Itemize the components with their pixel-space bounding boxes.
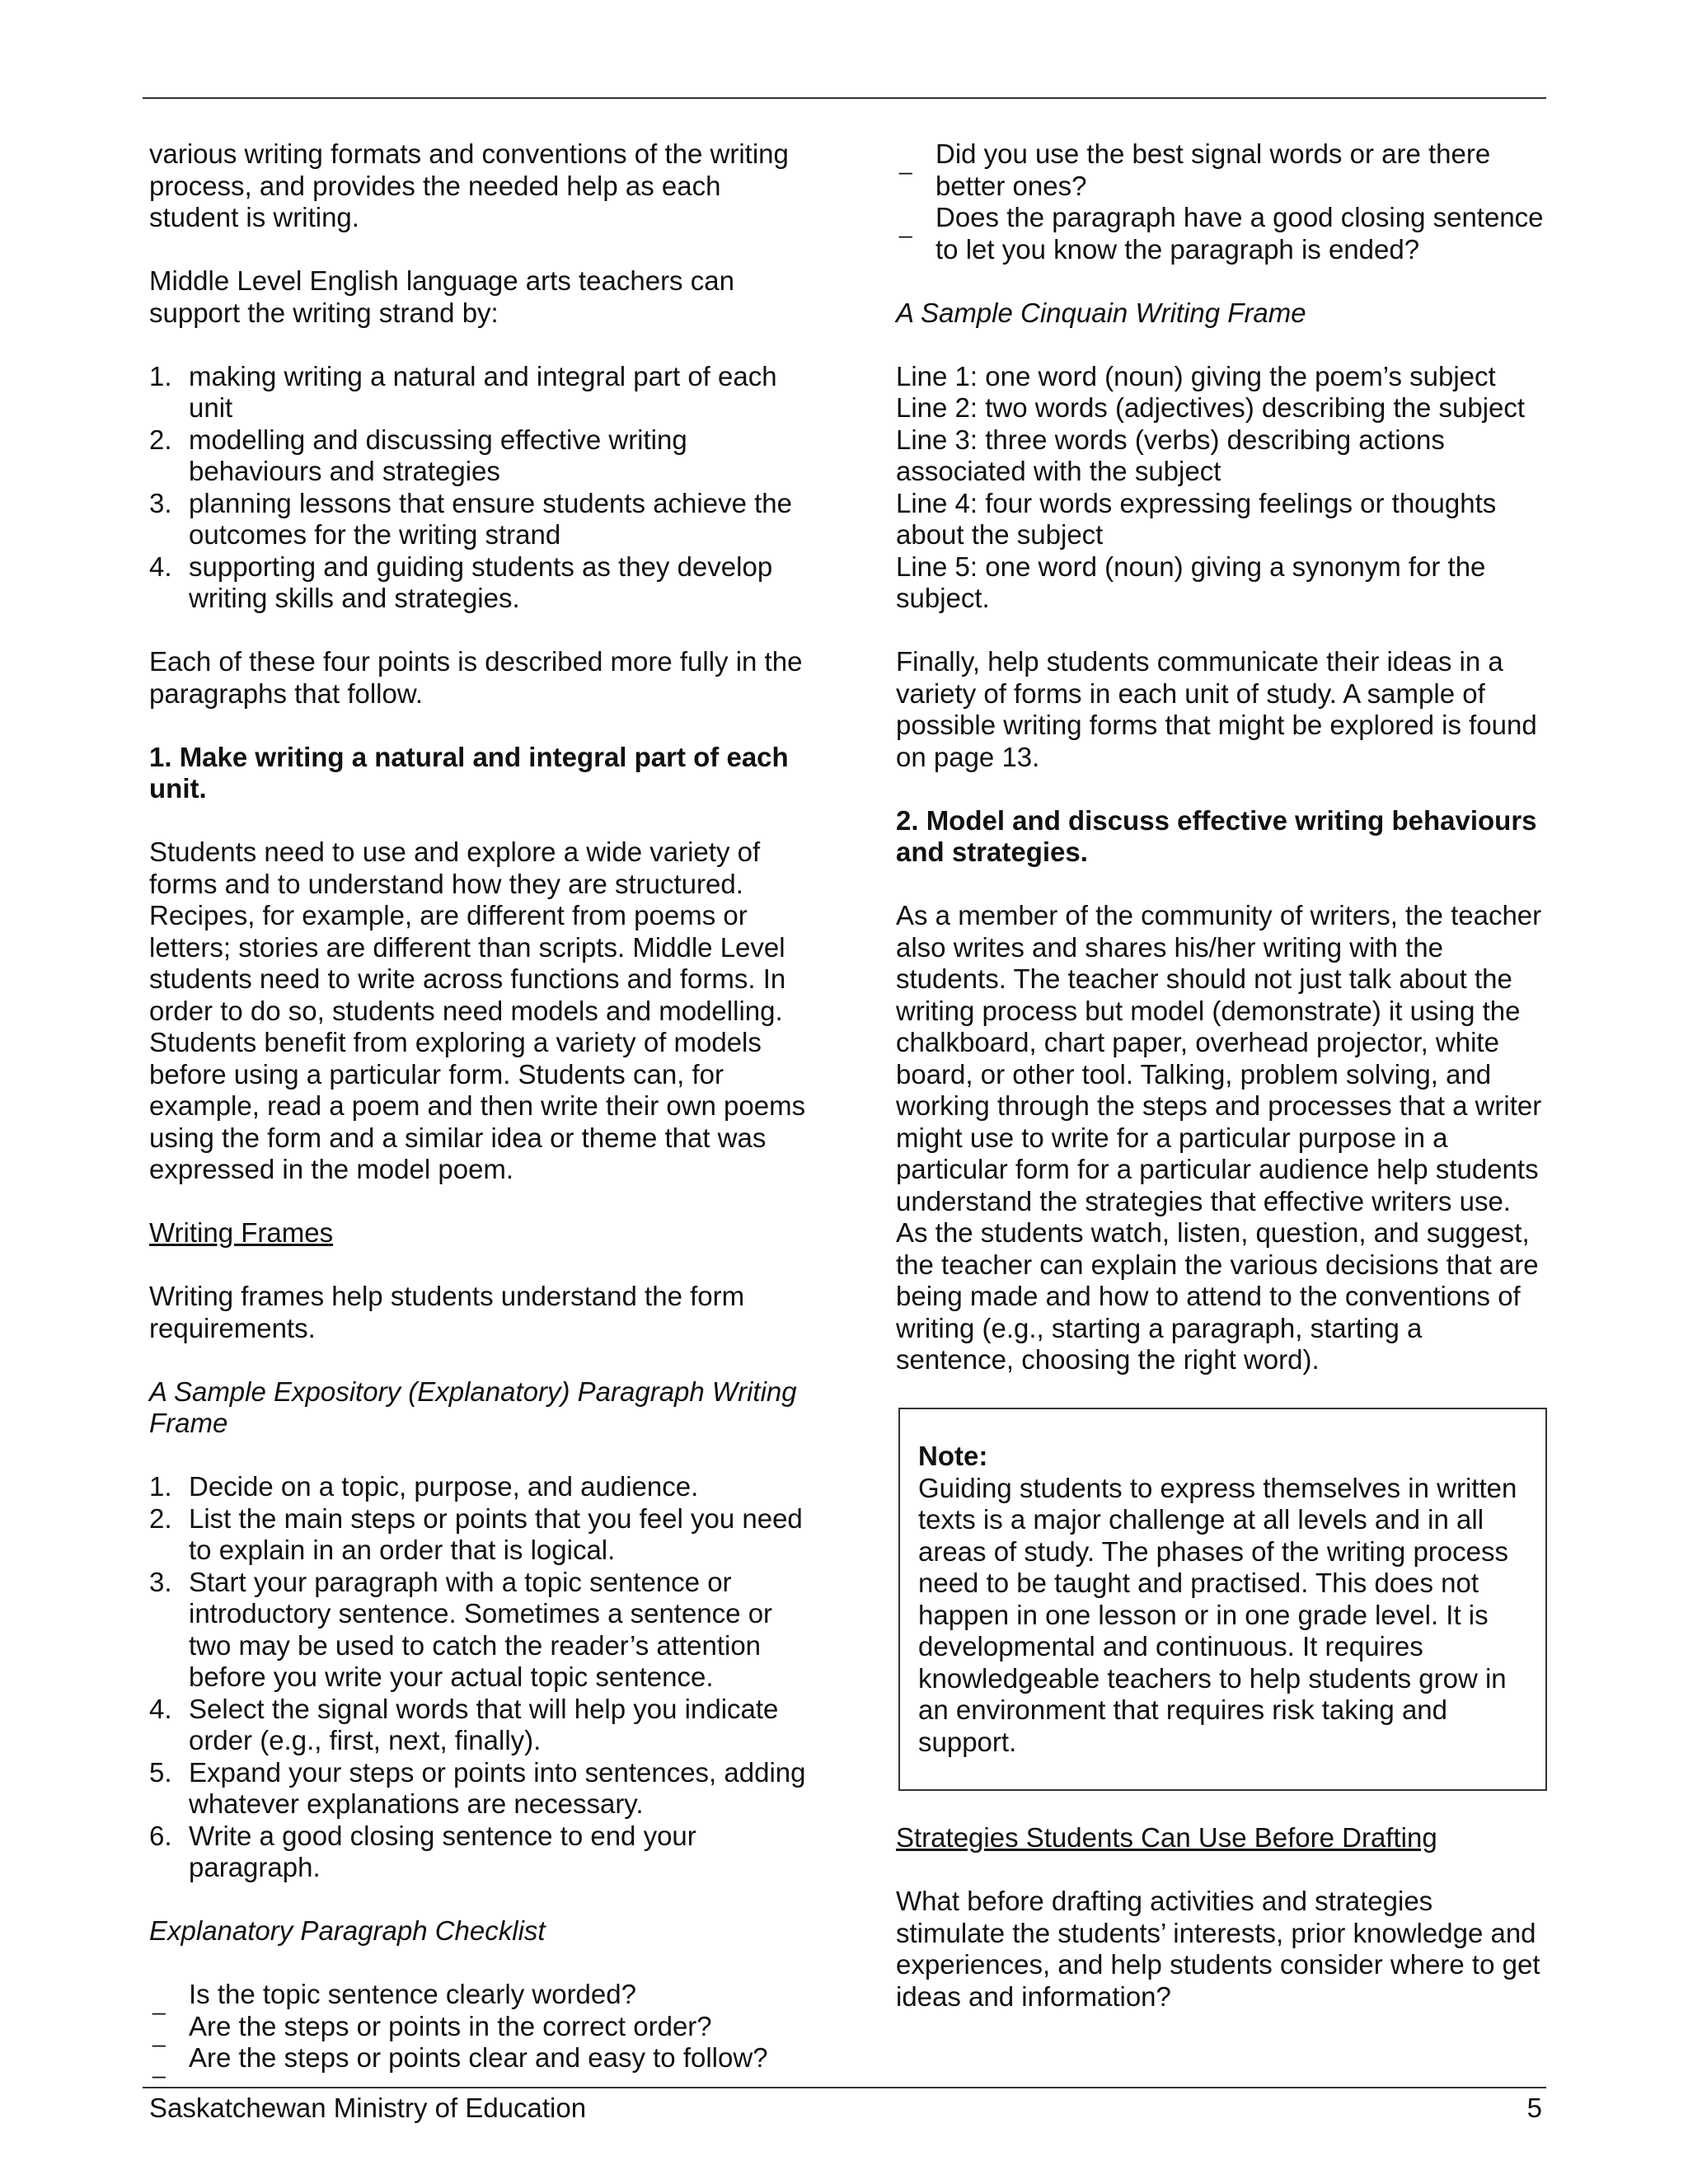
strategies-paragraph: What before drafting activities and strategies stimulate the students’ interests, prior knowledge and experiences, and help students consider where to get ideas and information?	[896, 1886, 1540, 2012]
expository-steps-list	[149, 1471, 809, 1884]
cinquain-line: Line 2: two words (adjectives) describing the subject	[896, 392, 1526, 423]
each-point-paragraph: Each of these four points is described more fully in the paragraphs that follow.	[149, 646, 803, 709]
note-box	[898, 1408, 1547, 1791]
checkbox-blank-icon: _	[152, 2053, 166, 2079]
list-item: 5. Expand your steps or points into sentences, adding whatever explanations are necessary.	[149, 1756, 806, 1819]
checklist	[149, 1979, 809, 2079]
cinquain-line: Line 3: three words (verbs) describing actions associated with the subject	[896, 424, 1445, 486]
checkbox-blank-icon: _	[899, 149, 912, 175]
expository-frame-title: A Sample Expository (Explanatory) Paragraph Writing Frame	[149, 1376, 797, 1438]
list-item: 3. planning lessons that ensure students achieve the outcomes for the writing strand	[149, 487, 792, 550]
list-item: 2. List the main steps or points that you feel you need to explain in an order that is logical.	[149, 1502, 803, 1565]
cinquain-lines	[896, 361, 1547, 615]
checklist-title: Explanatory Paragraph Checklist	[149, 1915, 546, 1946]
strategies-heading: Strategies Students Can Use Before Drafting	[896, 1822, 1437, 1853]
list-item: 6. Write a good closing sentence to end your paragraph.	[149, 1820, 696, 1882]
list-item: 4. Select the signal words that will help you indicate order (e.g., first, next, finally).	[149, 1693, 779, 1755]
checklist-item: _ Does the paragraph have a good closing sentence to let you know the paragraph is ended?	[899, 202, 1544, 265]
checkbox-blank-icon: _	[152, 2021, 166, 2047]
footer-publisher: Saskatchewan Ministry of Education	[149, 2093, 587, 2123]
section-heading-2: 2. Model and discuss effective writing behaviours and strategies.	[896, 804, 1537, 867]
checkbox-blank-icon: _	[899, 213, 912, 238]
list-item: 4. supporting and guiding students as they develop writing skills and strategies.	[149, 551, 773, 613]
left-column	[149, 138, 809, 2106]
note-text: Guiding students to express themselves in written texts is a major challenge at all levels and in all areas of study. The phases of the writing process need to be taught and practised. This does not happen in one lesson or in one grade level. It is developmental and continuous. It requires knowledgeable teachers to help students grow in an environment that requires risk taking and support.	[918, 1472, 1517, 1757]
cinquain-frame-title: A Sample Cinquain Writing Frame	[896, 297, 1306, 328]
checkbox-blank-icon: _	[152, 1990, 166, 2015]
header-rule	[143, 97, 1546, 99]
checklist-item: _ Are the steps or points in the correct order?	[149, 2011, 809, 2043]
support-list	[149, 361, 809, 615]
list-item: 2. modelling and discussing effective writing behaviours and strategies	[149, 424, 687, 486]
finally-paragraph: Finally, help students communicate their ideas in a variety of forms in each unit of study. A sample of possible writing forms that might be explored is found on page 13.	[896, 646, 1537, 772]
checklist-item: _ Are the steps or points clear and easy to follow?	[149, 2042, 809, 2074]
cinquain-line: Line 1: one word (noun) giving the poem’s subject	[896, 360, 1496, 391]
footer-rule	[143, 2087, 1546, 2088]
list-item: 1. making writing a natural and integral part of each unit	[149, 360, 777, 423]
list-item: 1. Decide on a topic, purpose, and audience.	[149, 1471, 699, 1502]
cinquain-line: Line 4: four words expressing feelings or thoughts about the subject	[896, 487, 1497, 550]
note-label: Note:	[918, 1441, 988, 1471]
list-item: 3. Start your paragraph with a topic sentence or introductory sentence. Sometimes a sentence or two may be used to catch the reader’s attention before you write your actual topic sentence.	[149, 1566, 773, 1692]
writing-frames-paragraph: Writing frames help students understand the form requirements.	[149, 1281, 745, 1343]
checklist-continued	[896, 138, 1547, 265]
right-column	[896, 138, 1547, 2045]
students-paragraph: Students need to use and explore a wide variety of forms and to understand how they are structured. Recipes, for example, are different from poems or letters; stories are different than scripts. Middle Level students need to write across functions and forms. In order to do so, students need models and modelling. Students benefit from exploring a variety of models before using a particular form. Students can, for example, read a poem and then write their own poems using the form and a similar idea or theme that was expressed in the model poem.	[149, 837, 806, 1184]
cinquain-line: Line 5: one word (noun) giving a synonym for the subject.	[896, 551, 1486, 613]
support-intro-paragraph: Middle Level English language arts teachers can support the writing strand by:	[149, 265, 734, 328]
section-heading-1: 1. Make writing a natural and integral part of each unit.	[149, 741, 789, 804]
checklist-item: _ Is the topic sentence clearly worded?	[149, 1979, 809, 2011]
checklist-item: _ Did you use the best signal words or are there better ones?	[899, 138, 1491, 201]
page-number: 5	[1526, 2093, 1542, 2123]
page-footer	[149, 2092, 1542, 2125]
writing-frames-heading: Writing Frames	[149, 1217, 334, 1248]
community-paragraph: As a member of the community of writers, the teacher also writes and shares his/her writing with the students. The teacher should not just talk about the writing process but model (demonstrate) it using the chalkboard, chart paper, overhead projector, white board, or other tool. Talking, problem solving, and working through the steps and processes that a writer might use to write for a particular purpose in a particular form for a particular audience help students understand the strategies that effective writers use. As the students watch, listen, question, and suggest, the teacher can explain the various decisions that are being made and how to attend to the conventions of writing (e.g., starting a paragraph, starting a sentence, choosing the right word).	[896, 900, 1542, 1375]
intro-continued-paragraph: various writing formats and conventions of the writing process, and provides the needed help as each student is writing.	[149, 138, 789, 232]
